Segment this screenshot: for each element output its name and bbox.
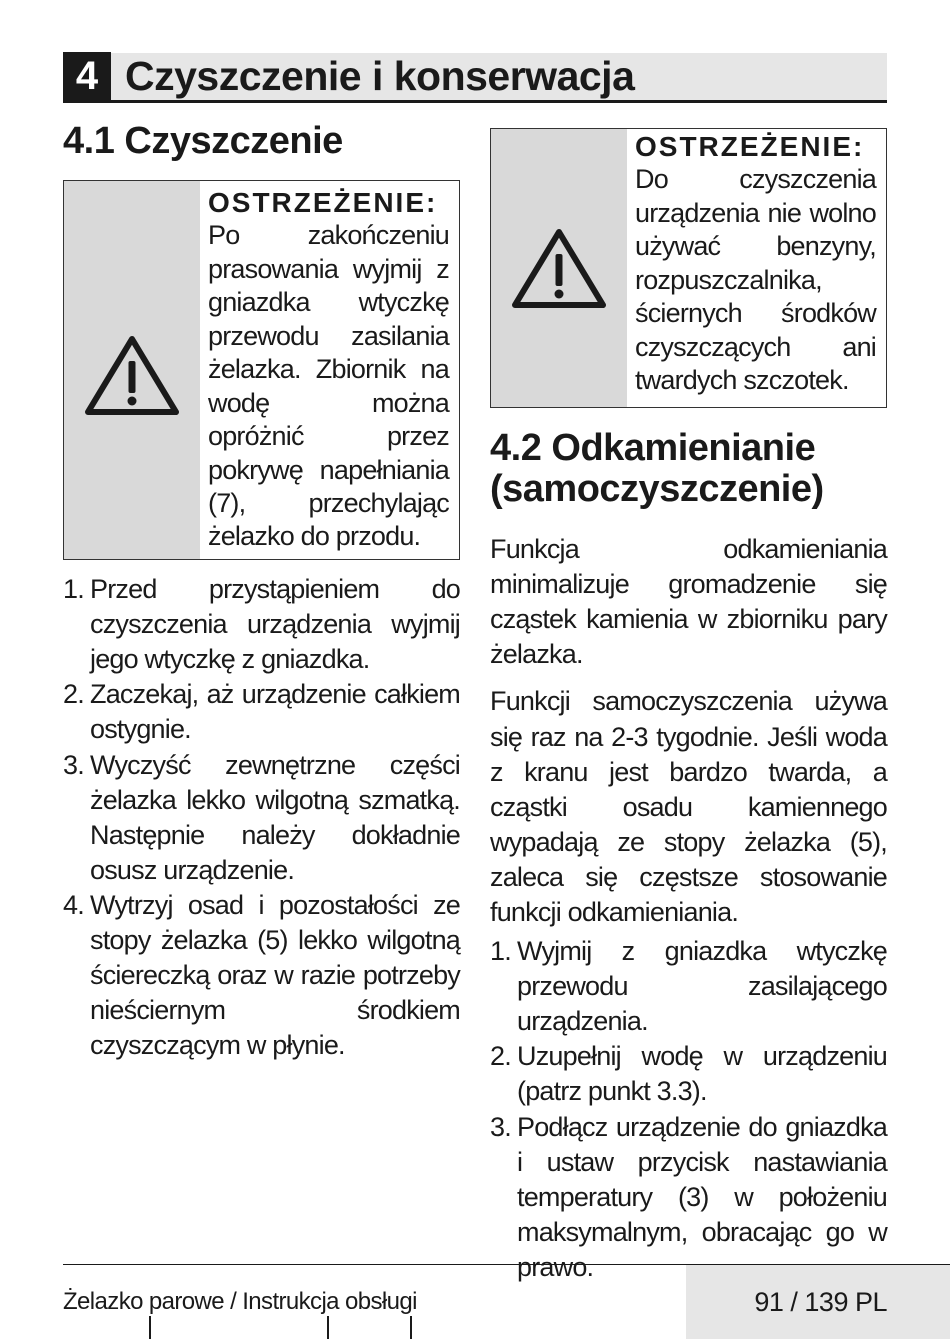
list-item: [63, 677, 460, 747]
footer-page-number: [686, 1265, 950, 1339]
step-number: 1.: [63, 574, 84, 605]
warning-box-cleaning: [63, 180, 460, 560]
chapter-title: Czyszczenie i konserwacja: [125, 53, 635, 99]
step-number: 3.: [63, 749, 84, 780]
step-text: Zaczekaj, aż urządzenie całkiem ostygnie.: [90, 679, 460, 745]
page-number: 91 / 139 PL: [754, 1286, 887, 1317]
list-item: [63, 572, 460, 677]
step-number: 2.: [63, 679, 84, 710]
list-item: [490, 1039, 887, 1109]
step-text: Wyczyść zewnętrzne części żelazka lekko wilgotną szmatką. Następnie należy dokładnie osusz urządzenie.: [90, 749, 460, 885]
warning-text: [627, 129, 886, 407]
section-title-line: (samoczyszczenie): [490, 468, 824, 511]
step-text: Uzupełnij wodę w urządzeniu (patrz punkt 3.3).: [517, 1041, 887, 1107]
chapter-header: [63, 53, 887, 103]
warning-body: Do czyszczenia urządzenia nie wolno używać benzyny, rozpuszczalnika, ściernych środków czyszczących ani twardych szczotek.: [635, 164, 876, 395]
list-item: [490, 1110, 887, 1285]
warning-icon-cell: [64, 181, 200, 559]
right-column: [490, 128, 887, 1285]
step-number: 1.: [490, 936, 511, 967]
warning-icon-cell: [491, 129, 627, 407]
list-item: [490, 934, 887, 1039]
warning-box-solvents: [490, 128, 887, 408]
warning-body: Po zakończeniu prasowania wyjmij z gniazdka wtyczkę przewodu zasilania żelazka. Zbiornik na wodę można opróżnić przez pokrywę napełniania (7), przechylając żelazko do przodu.: [208, 220, 449, 552]
footer-tick: [327, 1316, 329, 1339]
list-item: [63, 748, 460, 888]
step-text: Wytrzyj osad i pozostałości ze stopy żelazka (5) lekko wilgotną ściereczką oraz w razie potrzeby nieściernym środkiem czyszczącym w płynie.: [90, 889, 460, 1061]
warning-triangle-icon: [510, 226, 608, 310]
descaling-paragraph: Funkcji samoczyszczenia używa się raz na 2-3 tygodnie. Jeśli woda z kranu jest bardzo twarda, a cząstki osadu kamiennego wypadają ze stopy żelazka (5), zaleca się częstsze stosowanie funkcji odkamieniania.: [490, 686, 887, 927]
step-number: 2.: [490, 1041, 511, 1072]
list-item: [63, 888, 460, 1063]
left-column: [63, 118, 460, 1063]
footer-document-title: Żelazko parowe / Instrukcja obsługi: [63, 1288, 417, 1315]
step-number: 3.: [490, 1111, 511, 1142]
descaling-paragraph: Funkcja odkamieniania minimalizuje gromadzenie się cząstek kamienia w zbiorniku pary żelazka.: [490, 534, 887, 670]
section-title-line: 4.2 Odkamienianie: [490, 427, 816, 469]
warning-text: [200, 181, 459, 559]
footer-ticks: [63, 1316, 463, 1339]
footer-tick: [149, 1316, 151, 1339]
section-title-cleaning: 4.1 Czyszczenie: [63, 120, 343, 162]
step-text: Wyjmij z gniazdka wtyczkę przewodu zasilającego urządzenia.: [517, 936, 887, 1037]
step-text: Podłącz urządzenie do gniazdka i ustaw przycisk nastawiania temperatury (3) w położeniu maksymalnym, obracając go w prawo.: [517, 1111, 887, 1282]
chapter-number: 4: [63, 52, 111, 102]
step-text: Przed przystąpieniem do czyszczenia urządzenia wyjmij jego wtyczkę z gniazdka.: [90, 574, 460, 675]
step-number: 4.: [63, 889, 84, 920]
cleaning-steps: [63, 572, 460, 1063]
warning-title: OSTRZEŻENIE:: [208, 187, 438, 219]
section-title-descaling: [490, 428, 887, 510]
descaling-steps: [490, 934, 887, 1285]
footer-tick: [410, 1316, 412, 1339]
warning-triangle-icon: [83, 333, 181, 417]
warning-title: OSTRZEŻENIE:: [635, 131, 865, 162]
